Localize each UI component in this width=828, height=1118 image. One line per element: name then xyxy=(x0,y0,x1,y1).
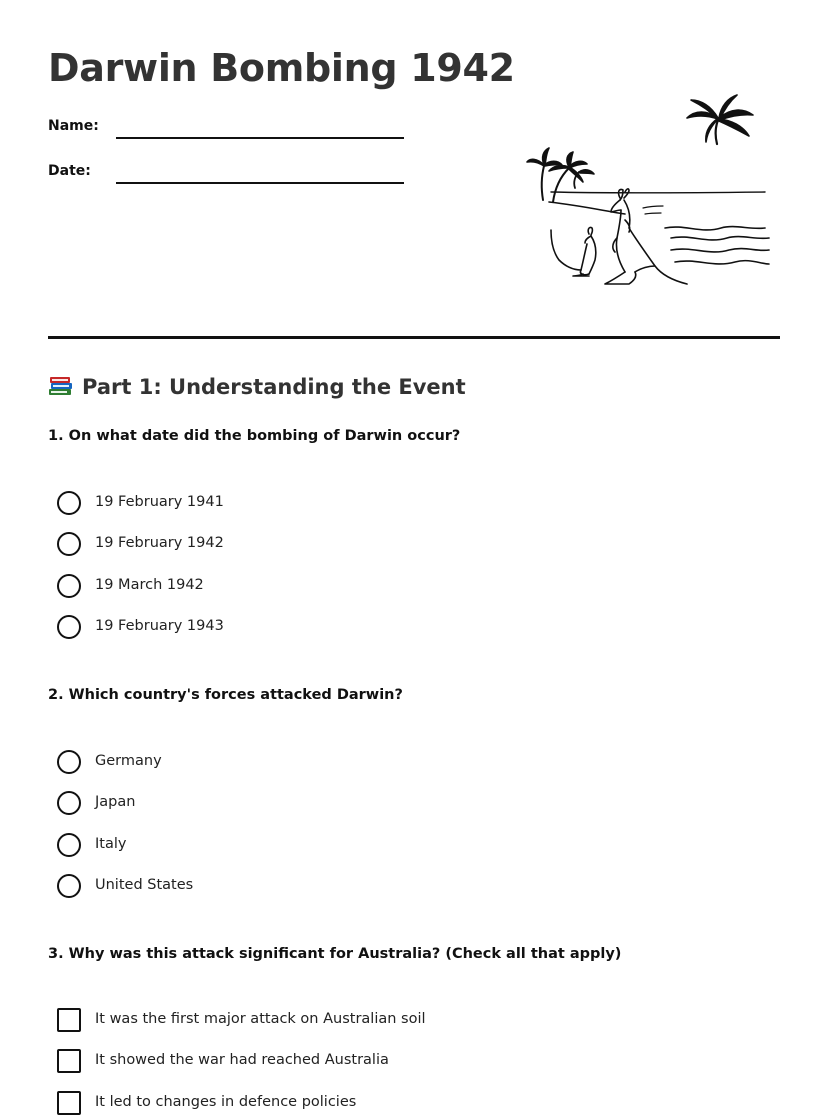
option-label: Italy xyxy=(95,836,127,852)
books-icon xyxy=(48,374,74,398)
checkbox[interactable] xyxy=(57,1091,81,1115)
part1-heading-text: Part 1: Understanding the Event xyxy=(82,375,466,399)
radio-button[interactable] xyxy=(57,750,81,774)
date-field[interactable] xyxy=(48,160,408,184)
beach-palms-icon xyxy=(527,148,594,202)
option-label: It was the first major attack on Australian soil xyxy=(95,1011,426,1027)
option-label: Germany xyxy=(95,753,162,769)
part1-heading xyxy=(48,374,466,400)
option-label: United States xyxy=(95,877,194,893)
name-field[interactable] xyxy=(48,115,408,139)
option-label: 19 February 1943 xyxy=(95,618,224,634)
radio-button[interactable] xyxy=(57,833,81,857)
palm-tree-icon xyxy=(687,95,753,144)
option-label: 19 March 1942 xyxy=(95,577,204,593)
joey-icon xyxy=(551,227,596,276)
option-label: 19 February 1942 xyxy=(95,535,224,551)
option-label: It showed the war had reached Australia xyxy=(95,1052,389,1068)
beach-kangaroo-palm-illustration xyxy=(525,88,775,298)
kangaroo-icon xyxy=(605,189,687,284)
radio-button[interactable] xyxy=(57,615,81,639)
radio-button[interactable] xyxy=(57,532,81,556)
radio-button[interactable] xyxy=(57,491,81,515)
date-label: Date: xyxy=(48,163,91,179)
option-label: Japan xyxy=(95,794,136,810)
option-label: 19 February 1941 xyxy=(95,494,224,510)
radio-button[interactable] xyxy=(57,874,81,898)
name-input-line[interactable] xyxy=(116,137,404,139)
option-label: It led to changes in defence policies xyxy=(95,1094,357,1110)
question-3: 3. Why was this attack significant for Australia? (Check all that apply) xyxy=(48,946,622,962)
checkbox[interactable] xyxy=(57,1049,81,1073)
question-1: 1. On what date did the bombing of Darwin occur? xyxy=(48,428,461,444)
radio-button[interactable] xyxy=(57,574,81,598)
header-divider xyxy=(48,336,780,339)
name-label: Name: xyxy=(48,118,99,134)
page-title: Darwin Bombing 1942 xyxy=(48,46,515,90)
question-2: 2. Which country's forces attacked Darwin? xyxy=(48,687,403,703)
date-input-line[interactable] xyxy=(116,182,404,184)
checkbox[interactable] xyxy=(57,1008,81,1032)
radio-button[interactable] xyxy=(57,791,81,815)
